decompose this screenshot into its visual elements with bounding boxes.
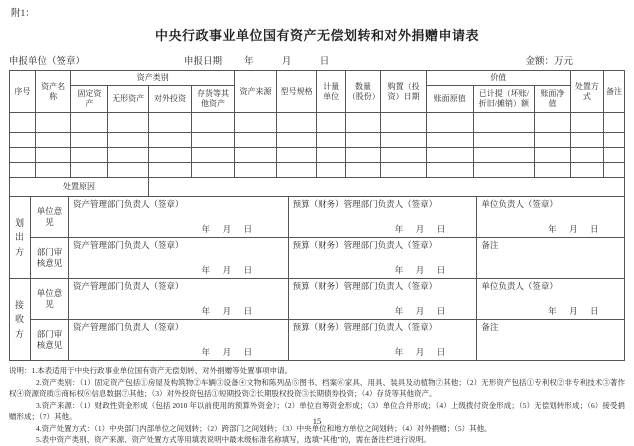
info-bar bbox=[9, 51, 625, 67]
empty-cell bbox=[108, 113, 149, 133]
unit-opinion-label: 单位意见 bbox=[30, 279, 68, 320]
empty-cell bbox=[345, 113, 381, 133]
header-asset-category: 资产类别 bbox=[71, 71, 235, 86]
signature-date-line: 年 月 日 bbox=[394, 265, 448, 276]
signature-date-line: 年 月 日 bbox=[201, 306, 255, 317]
empty-cell bbox=[71, 133, 108, 148]
asset-dept-signature-cell bbox=[69, 238, 289, 279]
remarks-cell bbox=[477, 238, 625, 279]
empty-cell bbox=[473, 133, 535, 148]
empty-cell bbox=[381, 133, 427, 148]
signature-date-line: 年 月 日 bbox=[394, 347, 448, 358]
empty-cell bbox=[71, 163, 108, 178]
unit-head-signature-label: 单位负责人（签章） bbox=[481, 281, 558, 291]
empty-cell bbox=[426, 133, 473, 148]
empty-cell bbox=[535, 113, 571, 133]
header-asset-source: 资产来源 bbox=[235, 71, 277, 113]
empty-cell bbox=[381, 163, 427, 178]
amount-unit-label: 金额：万元 bbox=[525, 57, 573, 67]
notes-prefix: 说明： bbox=[9, 366, 32, 375]
disposal-reason-value bbox=[148, 178, 624, 197]
empty-cell bbox=[535, 163, 571, 178]
empty-cell bbox=[71, 148, 108, 163]
empty-cell bbox=[603, 163, 624, 178]
note-line bbox=[9, 365, 625, 377]
empty-cell bbox=[426, 163, 473, 178]
asset-dept-signature-label: 资产管理部门负责人（签章） bbox=[73, 322, 184, 332]
empty-cell bbox=[276, 163, 317, 178]
attachment-label: 附1： bbox=[11, 9, 35, 19]
dept-review-opinion-label: 部门审核意见 bbox=[30, 238, 68, 279]
empty-cell bbox=[235, 113, 277, 133]
page-title: 中央行政事业单位国有资产无偿划转和对外捐赠申请表 bbox=[154, 28, 479, 43]
header-book-original-value: 账面原值 bbox=[426, 86, 473, 113]
disposal-reason-row bbox=[10, 178, 625, 197]
note-line: 4.资产处置方式：（1）中央部门内部单位之间划转；（2）跨部门之间划转；（3）中央单位和地方单位之间划转；（4）对外捐赠；（5）其他。 bbox=[36, 423, 492, 433]
header-remarks: 备注 bbox=[603, 71, 624, 113]
transfer-out-party-label: 划出方 bbox=[10, 197, 31, 279]
empty-cell bbox=[317, 163, 345, 178]
asset-row bbox=[10, 113, 625, 133]
unit-head-signature-cell bbox=[477, 279, 625, 320]
note-item: 1.本表适用于中央行政事业单位国有资产无偿划转、对外捐赠等处置事项申请。 bbox=[31, 366, 293, 375]
day-label: 日 bbox=[319, 57, 330, 67]
empty-cell bbox=[381, 113, 427, 133]
receiver-unit-opinion-row bbox=[10, 279, 625, 320]
empty-cell bbox=[71, 113, 108, 133]
asset-dept-signature-label: 资产管理部门负责人（签章） bbox=[73, 281, 184, 291]
empty-cell bbox=[35, 163, 71, 178]
signature-date-line: 年 月 日 bbox=[201, 347, 255, 358]
empty-cell bbox=[426, 113, 473, 133]
empty-cell bbox=[10, 148, 36, 163]
signature-table bbox=[9, 196, 625, 361]
empty-cell bbox=[192, 133, 235, 148]
receiver-party-label: 接收方 bbox=[10, 279, 31, 361]
header-asset-name: 资产名称 bbox=[35, 71, 71, 113]
asset-dept-signature-label: 资产管理部门负责人（签章） bbox=[73, 240, 184, 250]
empty-cell bbox=[473, 163, 535, 178]
empty-cell bbox=[345, 148, 381, 163]
asset-row bbox=[10, 148, 625, 163]
empty-cell bbox=[276, 133, 317, 148]
empty-cell bbox=[603, 113, 624, 133]
empty-cell bbox=[317, 133, 345, 148]
disposal-reason-label: 处置原因 bbox=[10, 178, 149, 197]
empty-cell bbox=[317, 113, 345, 133]
year-label: 年 bbox=[244, 57, 254, 67]
declare-date-ymd bbox=[244, 53, 355, 67]
asset-row bbox=[10, 163, 625, 178]
asset-dept-signature-cell bbox=[69, 320, 289, 361]
asset-dept-signature-label: 资产管理部门负责人（签章） bbox=[73, 199, 184, 209]
header-accrued-amount: 已计提（坏账/折旧/摊销）额 bbox=[473, 86, 535, 113]
budget-dept-signature-label: 预算（财务）管理部门负责人（签章） bbox=[292, 322, 438, 332]
empty-cell bbox=[235, 163, 277, 178]
form-notes bbox=[9, 365, 625, 446]
signature-date-line: 年 月 日 bbox=[201, 224, 255, 235]
empty-cell bbox=[35, 148, 71, 163]
signature-date-line: 年 月 日 bbox=[548, 306, 601, 317]
note-line: 5.表中资产类别、资产来源、资产处置方式等用填表说明中最末级标准名称填写，选填“其他”的，需在备注栏进行说明。 bbox=[36, 435, 431, 444]
empty-cell bbox=[35, 133, 71, 148]
receiver-dept-review-row bbox=[10, 320, 625, 361]
budget-dept-signature-cell bbox=[288, 279, 477, 320]
empty-cell bbox=[35, 113, 71, 133]
page-number: 15 bbox=[312, 416, 322, 426]
remarks-label: 备注 bbox=[481, 240, 499, 250]
asset-table bbox=[9, 70, 625, 197]
note-line: 2.资产类别：（1）固定资产包括①房屋及构筑物②车辆③设备④文物和陈列品⑤图书、档案⑥家具、用具、装具及动植物⑦其他；（2）无形资产包括①专利权②非专利技术③著作权④资源资质⑤商标权⑥信息数据⑦其他；（3）对外投资包括①短期投资②长期股权投资③长期债券投资；（4）存货等其他资产。 bbox=[9, 377, 625, 398]
empty-cell bbox=[148, 113, 191, 133]
empty-cell bbox=[603, 133, 624, 148]
budget-dept-signature-label: 预算（财务）管理部门负责人（签章） bbox=[292, 199, 438, 209]
empty-cell bbox=[10, 163, 36, 178]
header-intangible-assets: 无形资产 bbox=[108, 86, 149, 113]
signature-date-line: 年 月 日 bbox=[394, 306, 448, 317]
header-quantity: 数量（股份） bbox=[345, 71, 381, 113]
asset-dept-signature-cell bbox=[69, 279, 289, 320]
header-fixed-assets: 固定资产 bbox=[71, 86, 108, 113]
header-disposal-method: 处置方式 bbox=[570, 71, 603, 113]
empty-cell bbox=[276, 113, 317, 133]
unit-head-signature-label: 单位负责人（签章） bbox=[481, 199, 558, 209]
unit-opinion-label: 单位意见 bbox=[30, 197, 68, 238]
empty-cell bbox=[235, 133, 277, 148]
header-measure-unit: 计量单位 bbox=[317, 71, 345, 113]
empty-cell bbox=[570, 163, 603, 178]
empty-cell bbox=[10, 133, 36, 148]
header-model-spec: 型号规格 bbox=[276, 71, 317, 113]
header-serial: 序号 bbox=[10, 71, 36, 113]
empty-cell bbox=[473, 113, 535, 133]
header-inventory-other: 存货等其他资产 bbox=[192, 86, 235, 113]
empty-cell bbox=[235, 148, 277, 163]
budget-dept-signature-cell bbox=[288, 197, 477, 238]
empty-cell bbox=[192, 113, 235, 133]
remarks-label: 备注 bbox=[481, 322, 499, 332]
empty-cell bbox=[148, 163, 191, 178]
asset-row bbox=[10, 133, 625, 148]
empty-cell bbox=[570, 133, 603, 148]
month-label: 月 bbox=[281, 57, 292, 67]
empty-cell bbox=[276, 148, 317, 163]
signature-date-line: 年 月 日 bbox=[201, 265, 255, 276]
signature-date-line: 年 月 日 bbox=[394, 224, 448, 235]
empty-cell bbox=[426, 148, 473, 163]
note-line: 3.资产来源：（1）财政性资金形成（包括 2010 年以前使用的预算外资金）；（2）单位自筹资金形成；（3）单位合并形成；（4）上级拨付资金形成；（5）无偿划转形成；（6）接受捐赠形成；（7）其他。 bbox=[9, 400, 625, 421]
empty-cell bbox=[345, 163, 381, 178]
empty-cell bbox=[345, 133, 381, 148]
empty-cell bbox=[192, 148, 235, 163]
transfer-out-dept-review-row bbox=[10, 238, 625, 279]
header-book-net-value: 账面净值 bbox=[535, 86, 571, 113]
empty-cell bbox=[108, 133, 149, 148]
empty-cell bbox=[603, 148, 624, 163]
empty-cell bbox=[570, 113, 603, 133]
header-purchase-date: 购置（投资）日期 bbox=[381, 71, 427, 113]
header-value: 价值 bbox=[426, 71, 570, 86]
header-external-investment: 对外投资 bbox=[148, 86, 191, 113]
empty-cell bbox=[108, 163, 149, 178]
dept-review-opinion-label: 部门审核意见 bbox=[30, 320, 68, 361]
remarks-cell bbox=[477, 320, 625, 361]
budget-dept-signature-label: 预算（财务）管理部门负责人（签章） bbox=[292, 281, 438, 291]
declaring-unit-label: 申报单位（签章） bbox=[9, 57, 86, 67]
declare-date-group bbox=[184, 53, 355, 67]
empty-cell bbox=[148, 148, 191, 163]
signature-date-line: 年 月 日 bbox=[548, 224, 601, 235]
unit-head-signature-cell bbox=[477, 197, 625, 238]
empty-cell bbox=[317, 148, 345, 163]
budget-dept-signature-cell bbox=[288, 238, 477, 279]
empty-cell bbox=[381, 148, 427, 163]
empty-cell bbox=[192, 163, 235, 178]
declare-date-label: 申报日期 bbox=[184, 57, 223, 67]
budget-dept-signature-label: 预算（财务）管理部门负责人（签章） bbox=[292, 240, 438, 250]
transfer-out-unit-opinion-row bbox=[10, 197, 625, 238]
empty-cell bbox=[10, 113, 36, 133]
empty-cell bbox=[148, 133, 191, 148]
empty-cell bbox=[473, 148, 535, 163]
asset-dept-signature-cell bbox=[69, 197, 289, 238]
empty-cell bbox=[535, 148, 571, 163]
empty-cell bbox=[570, 148, 603, 163]
empty-cell bbox=[108, 148, 149, 163]
empty-cell bbox=[535, 133, 571, 148]
budget-dept-signature-cell bbox=[288, 320, 477, 361]
